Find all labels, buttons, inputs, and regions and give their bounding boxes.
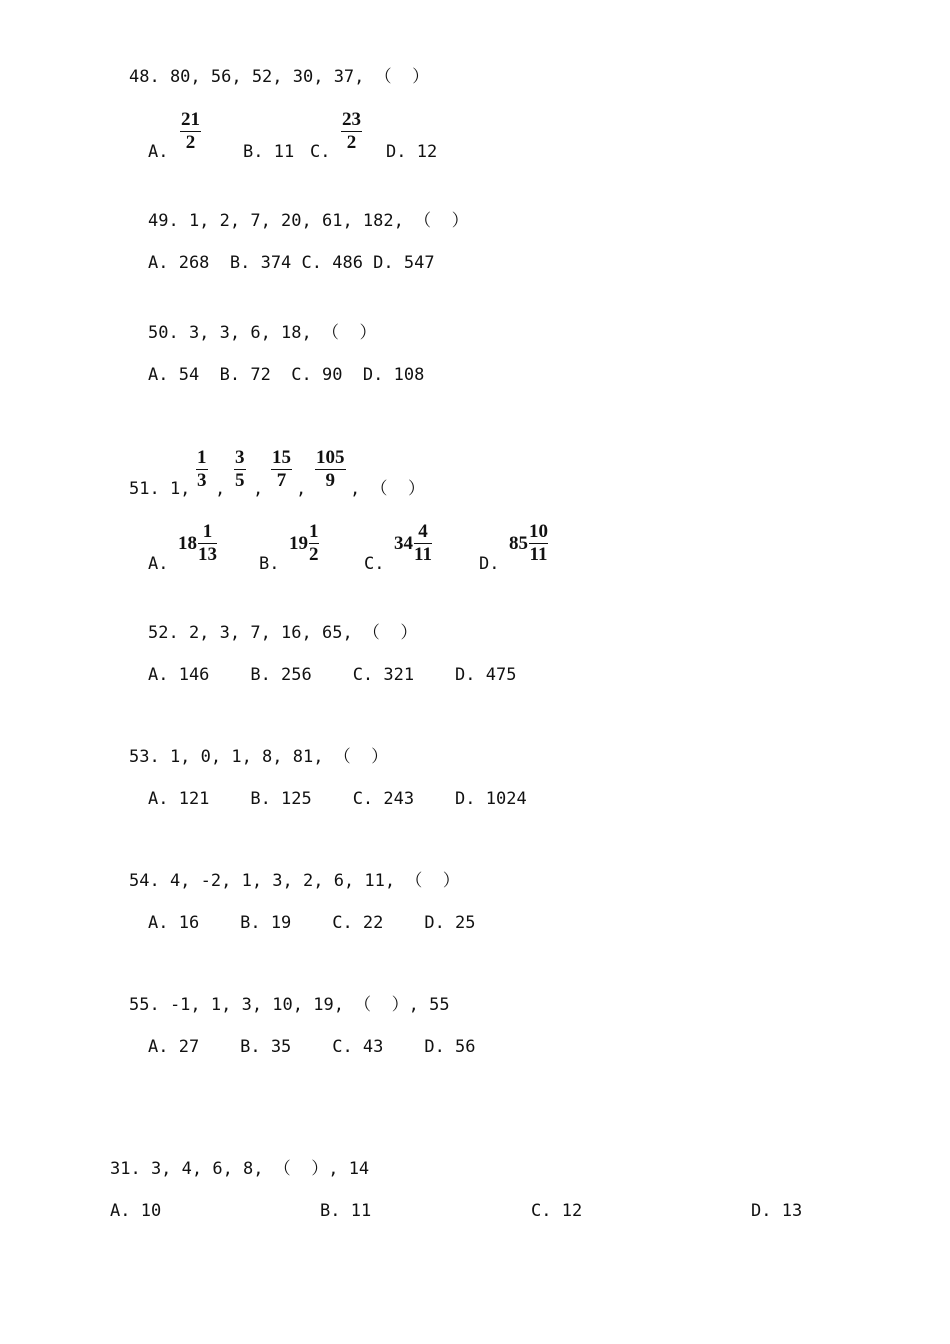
numerator: 1 xyxy=(197,447,207,468)
question-48: 48. 80, 56, 52, 30, 37, （ ） xyxy=(129,67,430,87)
q51-option-d-value xyxy=(509,522,548,565)
fraction xyxy=(309,522,319,565)
denominator: 5 xyxy=(235,470,245,491)
question-49: 49. 1, 2, 7, 20, 61, 182, （ ） xyxy=(148,211,469,231)
q31-option-a: A. 10 xyxy=(110,1201,162,1221)
q51-option-a-label: A. xyxy=(148,554,169,574)
whole-part: 34 xyxy=(394,532,413,554)
question-55: 55. -1, 1, 3, 10, 19, （ ）, 55 xyxy=(129,995,450,1015)
question-52: 52. 2, 3, 7, 16, 65, （ ） xyxy=(148,623,418,643)
q31-option-d: D. 13 xyxy=(751,1201,803,1221)
q48-option-a-label: A. xyxy=(148,142,169,162)
numerator: 3 xyxy=(235,447,245,468)
numerator: 1 xyxy=(202,521,213,542)
q51-separator: , xyxy=(215,479,226,499)
q51-option-a-value xyxy=(178,522,217,565)
denominator: 2 xyxy=(346,132,357,153)
denominator: 2 xyxy=(309,544,319,565)
denominator: 11 xyxy=(529,544,548,565)
q48-option-d: D. 12 xyxy=(386,142,438,162)
whole-part: 18 xyxy=(178,532,197,554)
question-50: 50. 3, 3, 6, 18, （ ） xyxy=(148,323,377,343)
denominator: 13 xyxy=(198,544,217,565)
denominator: 9 xyxy=(325,470,335,491)
question-51-prefix: 51. 1, xyxy=(129,479,191,499)
question-54: 54. 4, -2, 1, 3, 2, 6, 11, （ ） xyxy=(129,871,460,891)
whole-part: 19 xyxy=(289,532,308,554)
question-53: 53. 1, 0, 1, 8, 81, （ ） xyxy=(129,747,389,767)
q48-option-b: B. 11 xyxy=(243,142,295,162)
denominator: 7 xyxy=(276,470,287,491)
numerator: 15 xyxy=(272,447,291,468)
numerator: 23 xyxy=(342,109,361,130)
q51-separator: , xyxy=(253,479,264,499)
q51-separator: , xyxy=(296,479,307,499)
numerator: 4 xyxy=(418,521,428,542)
numerator: 10 xyxy=(529,521,548,542)
question-51-suffix: , （ ） xyxy=(350,479,425,499)
q31-option-b: B. 11 xyxy=(320,1201,372,1221)
q51-option-b-value xyxy=(289,522,319,565)
q51-option-c-value xyxy=(394,522,432,565)
numerator: 105 xyxy=(316,447,345,468)
q51-term-1 xyxy=(196,448,208,491)
q31-option-c: C. 12 xyxy=(531,1201,583,1221)
whole-part: 85 xyxy=(509,532,528,554)
question-31: 31. 3, 4, 6, 8, （ ）, 14 xyxy=(110,1159,370,1179)
fraction xyxy=(529,522,548,565)
denominator: 11 xyxy=(414,544,432,565)
fraction xyxy=(198,522,217,565)
q51-term-3 xyxy=(271,448,292,491)
fraction xyxy=(414,522,432,565)
q51-option-b-label: B. xyxy=(259,554,280,574)
q49-options: A. 268 B. 374 C. 486 D. 547 xyxy=(148,253,435,273)
q55-options: A. 27 B. 35 C. 43 D. 56 xyxy=(148,1037,476,1057)
q51-option-d-label: D. xyxy=(479,554,500,574)
q53-options: A. 121 B. 125 C. 243 D. 1024 xyxy=(148,789,527,809)
q51-term-4 xyxy=(315,448,346,491)
q50-options: A. 54 B. 72 C. 90 D. 108 xyxy=(148,365,425,385)
q51-term-2 xyxy=(234,448,246,491)
q48-option-a-fraction xyxy=(180,110,201,153)
q48-option-c-label: C. xyxy=(310,142,331,162)
q52-options: A. 146 B. 256 C. 321 D. 475 xyxy=(148,665,517,685)
numerator: 1 xyxy=(309,521,319,542)
q48-option-c-fraction xyxy=(341,110,362,153)
numerator: 21 xyxy=(181,109,200,130)
denominator: 3 xyxy=(197,470,207,491)
q54-options: A. 16 B. 19 C. 22 D. 25 xyxy=(148,913,476,933)
denominator: 2 xyxy=(185,132,196,153)
q51-option-c-label: C. xyxy=(364,554,385,574)
